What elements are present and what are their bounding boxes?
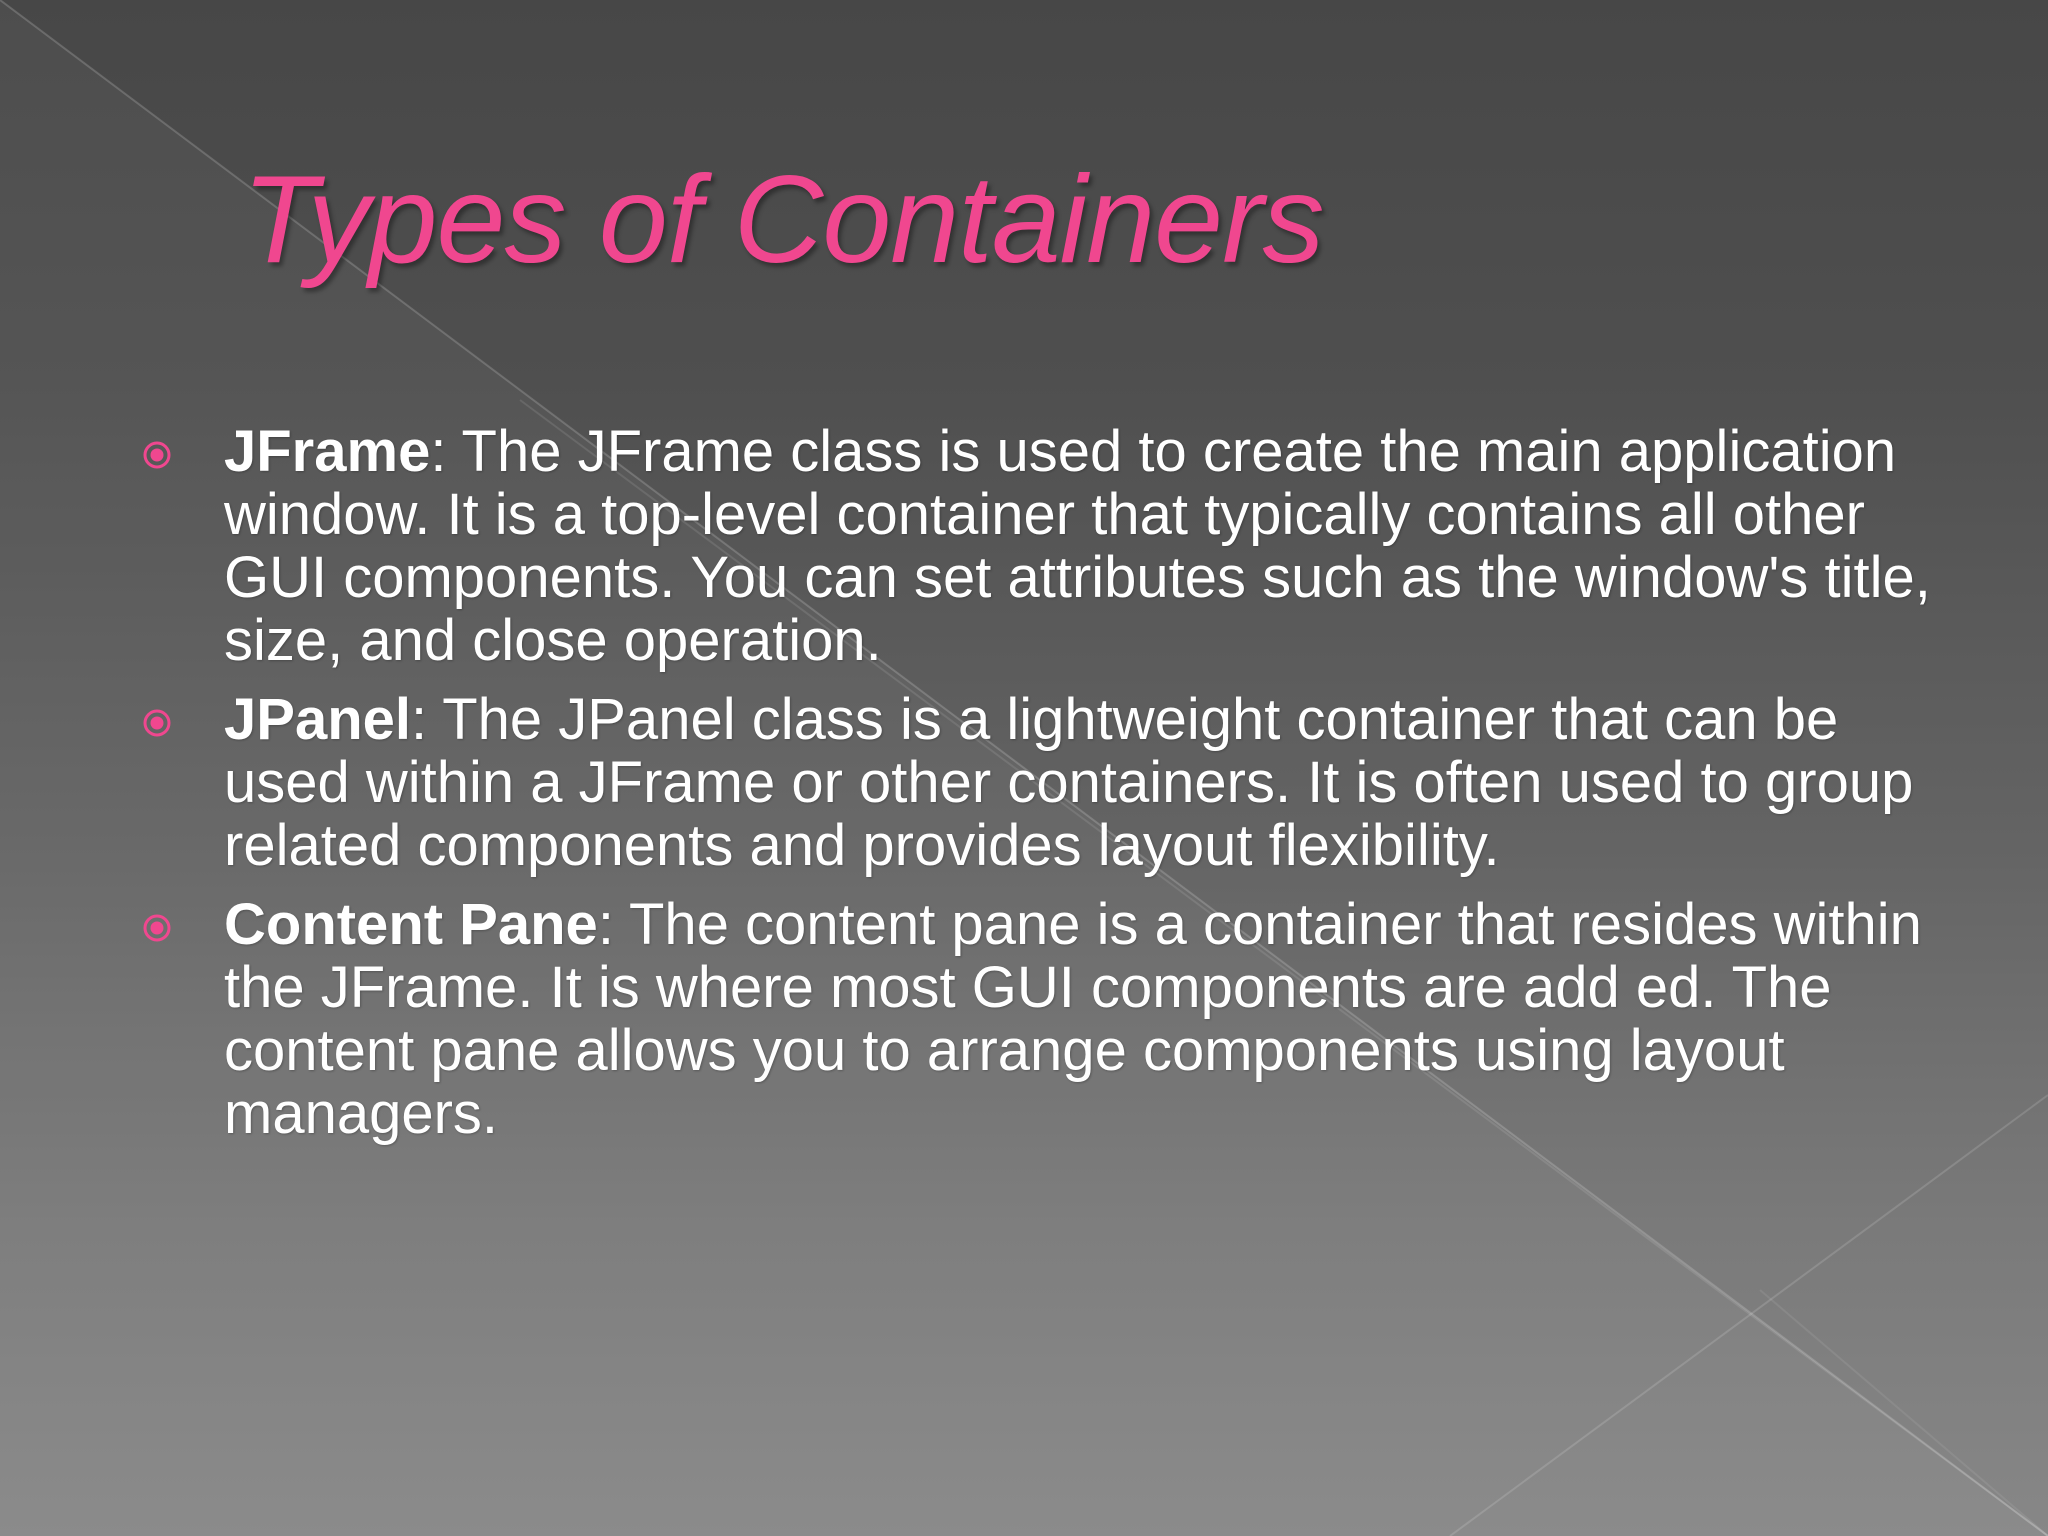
bullet-text: The content pane is a container that resides within the JFrame. It is where most GUI components are add ed. The content pane allows you to arrange components using layout managers. [224, 892, 1922, 1146]
slide-title: Types of Containers [242, 151, 1324, 289]
bullet-separator: : [411, 687, 428, 752]
bullet-text: The JFrame class is used to create the main application window. It is a top-level container that typically contains all other GUI components. You can set attributes such as the window's title, size, and close operation. [224, 419, 1931, 673]
bullet-separator: : [597, 892, 614, 957]
bullet-text: The JPanel class is a lightweight container that can be used within a JFrame or other containers. It is often used to group related components and provides layout flexibility. [224, 687, 1914, 878]
target-circle-icon [142, 440, 172, 470]
bullet-separator: : [430, 419, 447, 484]
bullet-item-jframe [140, 420, 1940, 672]
bullet-term: Content Pane [224, 892, 598, 957]
target-circle-icon [142, 708, 172, 738]
target-circle-icon [142, 913, 172, 943]
bullet-item-jpanel [140, 688, 1940, 877]
bullet-item-content-pane [140, 893, 1940, 1145]
bullet-term: JPanel [224, 687, 411, 752]
bullet-list [140, 420, 1940, 1161]
bullet-term: JFrame [224, 419, 431, 484]
